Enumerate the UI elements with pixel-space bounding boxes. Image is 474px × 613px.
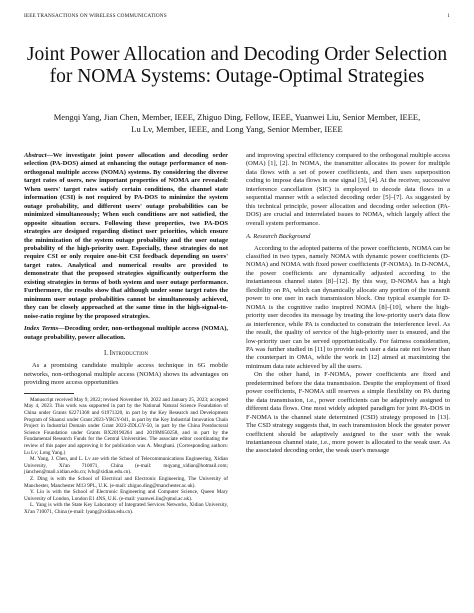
section-heading-intro: I. Introduction xyxy=(103,349,149,357)
author-list xyxy=(28,111,446,135)
subsection-heading-background: A. Research Background xyxy=(246,233,311,241)
abstract-text: —We investigate joint power allocation and decoding order selection (PA-DOS) aimed at enhancing the outage performance of non-orthogonal multiple access (NOMA) systems. By considering the diverse target rates of users, new important properties of NOMA are revealed: When users' target rates satisfy certain conditions, the channel state information (CSI) is not required by PA-DOS to minimize the system outage probability, and different users' outage probabilities can be minimized simultaneously; When such conditions are not satisfied, the opposite situation occurs. Following these properties, two PA-DOS strategies are designed regarding distinct user priorities, which ensure the minimization of the system outage probability and the user outage probability of the high-priority user. Especially, these strategies do not require CSI or only require one-bit CSI feedback depending on users' target rates. Analytical and numerical results are provided to demonstrate that the proposed strategies significantly outperform the existing strategies in terms of both system and user outage performance. Furthermore, the results show that although under some target rates the minimum user outage probabilities cannot be simultaneously achieved, they can be closely approached at the same time in the high-signal-to-noise-ratio regime by the proposed strategies. xyxy=(24,152,228,320)
author-line-2: Lu Lv, Member, IEEE, and Long Yang, Senior Member, IEEE xyxy=(131,124,343,134)
index-terms-lead: Index Terms xyxy=(24,325,59,333)
background-paragraph-2: On the other hand, in F-NOMA, power coefficients are fixed and predetermined before the data transmission. Despite the employment of fixed power coefficients, F-NOMA still reserves a simple flexibility on PA during the data transmission, i.e., power coefficients can be adaptively assigned to different data flows. One most widely adopted paradigm for joint PA-DOS in F-NOMA is the channel state determined (CSD) strategy proposed in [13]. The CSD strategy suggests that, in each transmission block the greater power coefficient should be adaptively assigned to the user with the weak instantaneous channel state, i.e., more power is allocated to the weak user. As the associated decoding order, the weak user's message xyxy=(246,371,450,455)
footnote-affiliation-4: L. Yang is with the State Key Laboratory of Integrated Services Networks, Xidian University, Xi'an 710071, China (e-mail: lyang@xidian.edu.cn). xyxy=(24,502,228,515)
abstract xyxy=(24,152,228,321)
index-terms-text: —Decoding order, non-orthogonal multiple access (NOMA), outage probability, power allocation. xyxy=(24,325,229,341)
paper-title: Joint Power Allocation and Decoding Order Selection for NOMA Systems: Outage-Optimal Strategies xyxy=(26,44,448,87)
footnote-manuscript: Manuscript received May 9, 2022; revised November 16, 2022 and January 25, 2023; accepted May 4, 2023. This work was supported in part by the National Natural Science Foundation of China under Grants 62271368 and 61971320, in part by the Key Research and Development Program of Shaanxi under Grant 2023-YBGY-041, in part by the Key Industrial Innovation Chain Project in Industrial Domain under Grant 2023-ZDLGY-50, in part by the China Postdoctoral Science Foundation under Grants BX20190264 and 2019M650258, and in part by the Fundamental Research Funds for the Central Universities. The associate editor coordinating the review of this paper and approving it for publication was A. Mezghani. (Corresponding authors: Lu Lv; Long Yang.) xyxy=(24,396,228,456)
right-column xyxy=(246,152,450,456)
intro-paragraph-2: and improving spectral efficiency compared to the orthogonal multiple access (OMA) [1], [2]. In NOMA, the transmitter allocates its power for multiple data flows with a set of power coefficients, and then uses superposition coding to impose data flows in one signal [3], [4]. At the receiver, successive interference cancellation (SIC) is employed to decode data flows in a sequential manner with a selected decoding order [5]–[7]. As suggested by this technical principle, power allocation and decoding order selection (PA-DOS) are crucial and interrelated issues to NOMA, which largely affect the overall system performance. xyxy=(246,152,450,227)
footnote-affiliation-3: Y. Liu is with the School of Electronic Engineering and Computer Science, Queen Mary University of London, London E1 4NS, U.K. (e-mail: yuanwei.liu@qmul.ac.uk). xyxy=(24,489,228,502)
background-paragraph-1: According to the adopted patterns of the power coefficients, NOMA can be classified in two types, namely NOMA with dynamic power coefficients (D-NOMA) and NOMA with fixed power coefficients (F-NOMA). In D-NOMA, the power coefficients are dynamically adjusted according to the instantaneous channel states [8]–[12]. By this way, D-NOMA has a high flexibility on PA, which can dynamically allocate any portion of the transmit power to one user in each transmission block. One typical example for D-NOMA is the cognitive radio inspired NOMA [8]–[10], where the high-priority user decodes its message by treating the low-priority user's data flow as interference, while PA is conducted to constrain the interference level. As the result, the quality of service of the high-priority user is ensured, and the low-priority user can be served opportunistically. For fairness consideration, PA was further studied in [11] to provide each user a data rate not lower than the counterpart in OMA, while the work in [12] aimed at maximizing the minimum data rate achieved by all the users. xyxy=(246,244,450,370)
index-terms xyxy=(24,325,228,342)
journal-name: IEEE TRANSACTIONS ON WIRELESS COMMUNICATIONS xyxy=(24,13,167,19)
footnote-affiliation-1: M. Yang, J. Chen, and L. Lv are with the School of Telecommunications Engineering, Xidian University, Xi'an 710071, China (e-mail: mqyang_xidian@hotmail.com; jianchen@mail.xidian.edu.cn; lvlu@xidian.edu.cn). xyxy=(24,456,228,476)
running-header xyxy=(24,13,450,19)
author-line-1: Mengqi Yang, Jian Chen, Member, IEEE, Zhiguo Ding, Fellow, IEEE, Yuanwei Liu, Senior Member, IEEE, xyxy=(53,112,421,122)
page-number: 1 xyxy=(447,13,450,19)
footnotes xyxy=(24,397,228,516)
left-column xyxy=(24,152,228,515)
abstract-lead: Abstract xyxy=(24,152,47,159)
footnote-affiliation-2: Z. Ding is with the School of Electrical and Electronic Engineering, The University of Manchester, Manchester M13 9PL, U.K. (e-mail: zhiguo.ding@manchester.ac.uk). xyxy=(24,475,228,489)
intro-paragraph-1: As a promising candidate multiple access technique in 6G mobile networks, non-orthogonal multiple access (NOMA) shows its advantages on providing more access opportunities xyxy=(24,362,228,387)
footnote-rule xyxy=(24,393,74,394)
